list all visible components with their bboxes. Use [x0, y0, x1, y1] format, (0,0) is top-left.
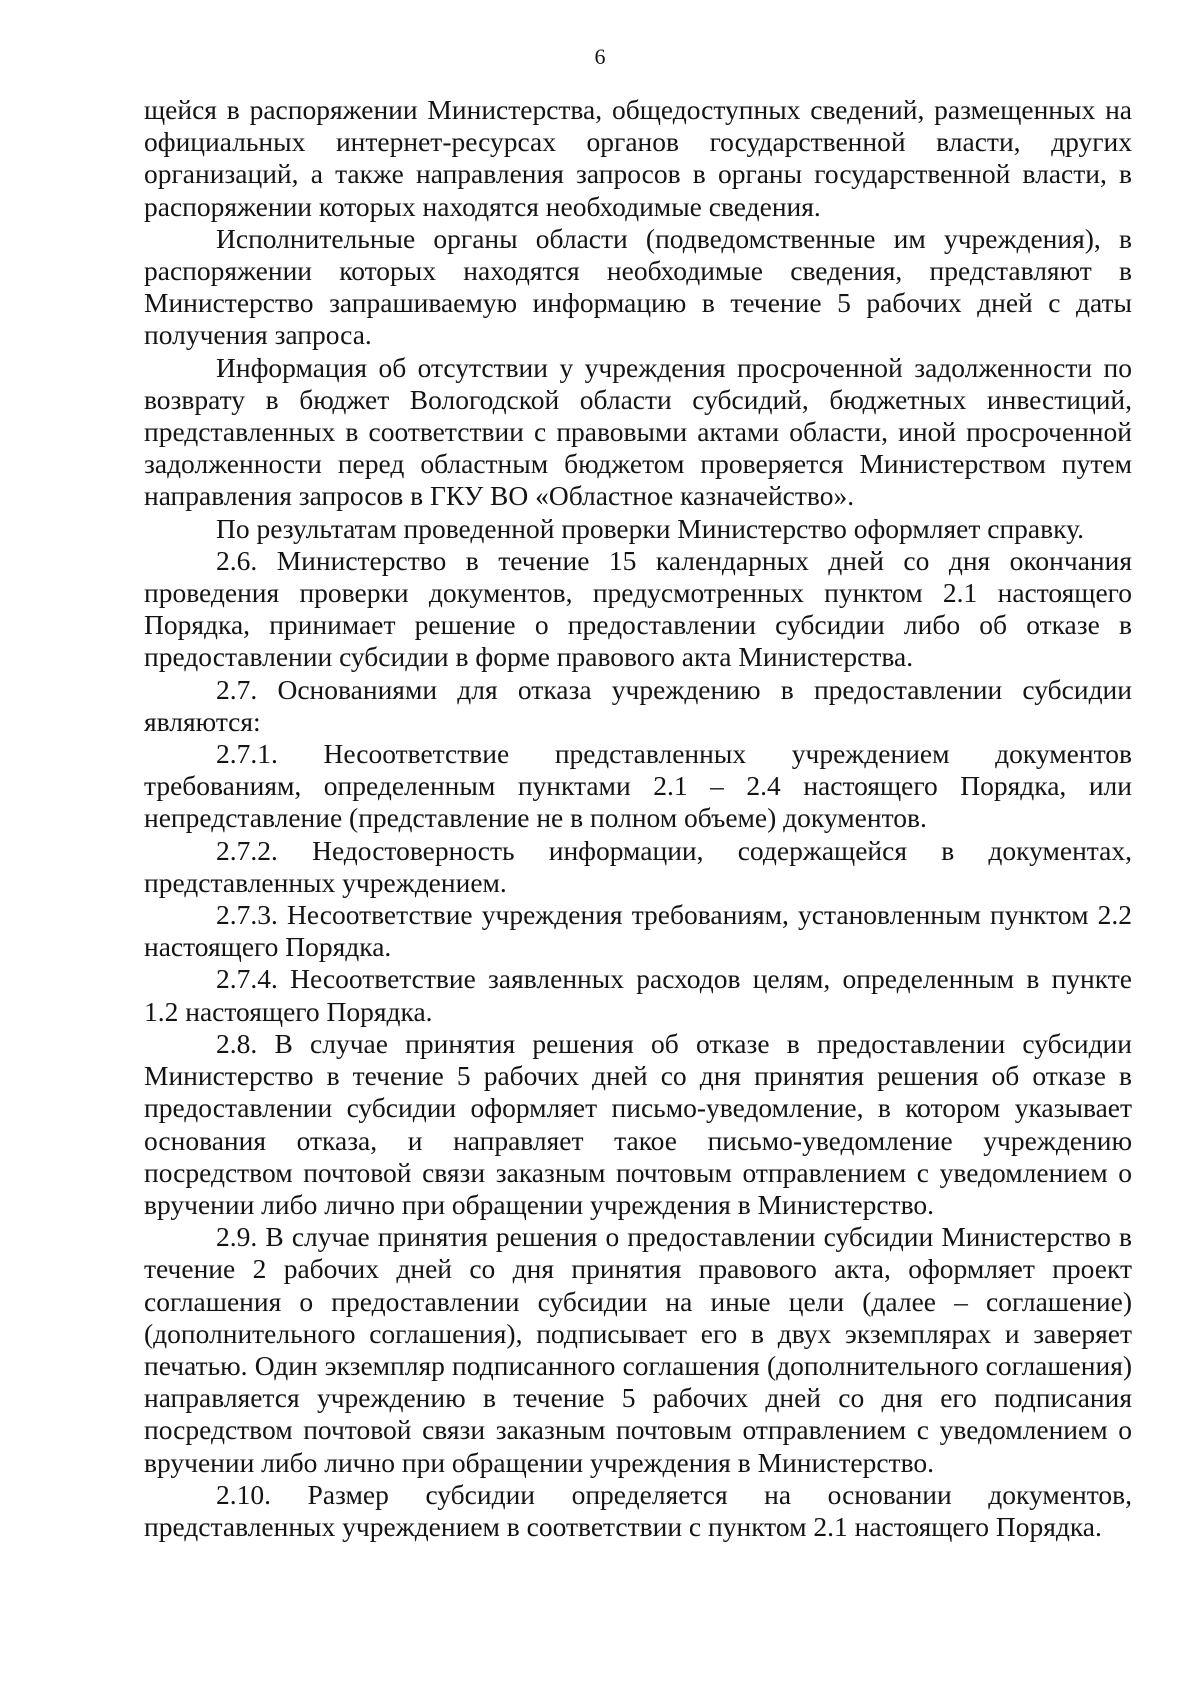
paragraph-debt-information: Информация об отсутствии у учреждения просроченной задолженности по возврату в бюджет Вологодской области субсидий, бюджетных инвестиций, представленных в соответствии с правовыми актами области, иной просроченной задолженности перед областным бюджетом проверяется Министерством путем направления запросов в ГКУ ВО «Областное казначейство».	[144, 351, 1132, 512]
clause-2-6: 2.6. Министерство в течение 15 календарных дней со дня окончания проведения проверки документов, предусмотренных пунктом 2.1 настоящего Порядка, принимает решение о предоставлении субсидии либо об отказе в предоставлении субсидии в форме правового акта Министерства.	[144, 544, 1132, 673]
clause-2-7-4: 2.7.4. Несоответствие заявленных расходов целям, определенным в пункте 1.2 настоящего Порядка.	[144, 963, 1132, 1027]
paragraph-check-result: По результатам проведенной проверки Министерство оформляет справку.	[216, 512, 1084, 544]
clause-2-7-1: 2.7.1. Несоответствие представленных учреждением документов требованиям, определенным пунктами 2.1 – 2.4 настоящего Порядка, или непредставление (представление не в полном объеме) документов.	[144, 738, 1132, 834]
page-number: 6	[594, 44, 606, 69]
clause-2-7-3: 2.7.3. Несоответствие учреждения требованиям, установленным пунктом 2.2 настоящего Порядка.	[144, 899, 1132, 963]
document-body	[144, 94, 1132, 1543]
paragraph-continuation: щейся в распоряжении Министерства, общедоступных сведений, размещенных на официальных интернет-ресурсах органов государственной власти, других организаций, а также направления запросов в органы государственной власти, в распоряжении которых находятся необходимые сведения.	[144, 94, 1132, 222]
clause-2-7: 2.7. Основаниями для отказа учреждению в предоставлении субсидии являются:	[144, 673, 1132, 737]
clause-2-8: 2.8. В случае принятия решения об отказе в предоставлении субсидии Министерство в течение 5 рабочих дней со дня принятия решения об отказе в предоставлении субсидии оформляет письмо-уведомление, в котором указывает основания отказа, и направляет такое письмо-уведомление учреждению посредством почтовой связи заказным почтовым отправлением с уведомлением о вручении либо лично при обращении учреждения в Министерство.	[144, 1027, 1132, 1220]
clause-2-10: 2.10. Размер субсидии определяется на основании документов, представленных учреждением в соответствии с пунктом 2.1 настоящего Порядка.	[144, 1478, 1132, 1542]
paragraph-executive-bodies: Исполнительные органы области (подведомственные им учреждения), в распоряжении которых находятся необходимые сведения, представляют в Министерство запрашиваемую информацию в течение 5 рабочих дней с даты получения запроса.	[144, 222, 1132, 351]
clause-2-9: 2.9. В случае принятия решения о предоставлении субсидии Министерство в течение 2 рабочих дней со дня принятия правового акта, оформляет проект соглашения о предоставлении субсидии на иные цели (далее – соглашение) (дополнительного соглашения), подписывает его в двух экземплярах и заверяет печатью. Один экземпляр подписанного соглашения (дополнительного соглашения) направляется учреждению в течение 5 рабочих дней со дня его подписания посредством почтовой связи заказным почтовым отправлением с уведомлением о вручении либо лично при обращении учреждения в Министерство.	[144, 1221, 1132, 1478]
clause-2-7-2: 2.7.2. Недостоверность информации, содержащейся в документах, представленных учреждением.	[144, 834, 1132, 898]
